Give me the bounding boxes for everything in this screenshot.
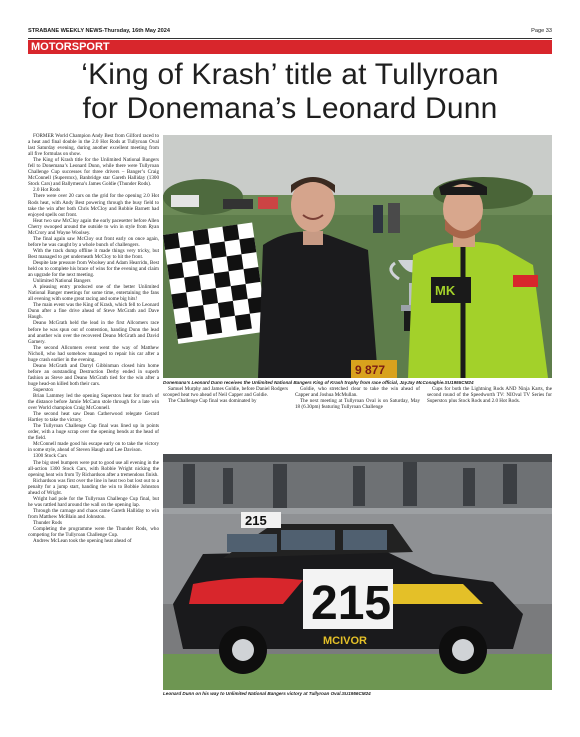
article-paragraph: The next meeting at Tullyroan Oval is on Saturday, May 18 (6.30pm) featuring Tullyroan Challenge xyxy=(295,398,420,411)
photo2-caption: Leonard Dunn on his way to Unlimited National Bangers victory at Tullyroan Oval.SU1956CM24 xyxy=(163,691,371,696)
article-paragraph: The second heat saw Dean Catherwood relegate Gerard Hartley to take the victory. xyxy=(28,411,159,424)
article-paragraph: The main event was the King of Krash, which fell to Leonard Dunn after a fine drive ahead of Steve McGrath and Dave Haugh. xyxy=(28,302,159,321)
article-paragraph: Superstox xyxy=(33,386,54,393)
article-column-1 xyxy=(28,133,159,723)
suit-sponsor-text: MK xyxy=(435,283,456,298)
car-number-photo1: 9 877 xyxy=(355,363,386,377)
article-paragraph: FORMER World Champion Andy Best from Gilford raced to a heat and final double in the 2.0 Hot Rods at Tullyroan Oval last Saturday evening, during another excellent meeting from all five formulas on show. xyxy=(28,133,159,158)
article-paragraph: Completing the programme were the Thunder Rods, who competing for the Tullyroan Challenge Cup. xyxy=(28,526,159,539)
headline-line-1: ‘King of Krash’ title at Tullyroan xyxy=(81,58,499,91)
article-paragraph: Deano McGrath and Darryl Gibbinman closed him home before an outstanding Destruction Derby ended in superb fashion as Steve and Deano McGrath tied for the win after a huge head-on killed both their cars. xyxy=(28,362,159,387)
door-number: 215 xyxy=(311,577,392,630)
article-paragraph: The second Allcomers event went the way of Matthew Nicholl, who had somehow managed to repair his car after a huge crash earlier in the evening. xyxy=(28,344,159,363)
article-column-3 xyxy=(295,386,420,410)
article-paragraph: Unlimited National Bangers xyxy=(33,278,91,285)
article-paragraph: Samuel Murphy and James Goldie, before Daniel Rodgers scooped heat two ahead of Neil Capper and Goldie. xyxy=(163,386,288,399)
sponsor-text: MCIVOR xyxy=(323,635,367,647)
article-paragraph: The King of Krash title for the Unlimited National Bangers fell to Donemana’s Leonard Dunn, while there were Tullyroan Challenge Cup successes for three drivers – Banger’s Craig McConnell (Superstox), Banbridge star Gareth Halliday (1300 Stock Cars) and Ballymena’s James Goldie (Thunder Rods). xyxy=(28,157,159,188)
section-label: MOTORSPORT xyxy=(28,40,552,54)
article-paragraph: Thunder Rods xyxy=(33,520,63,526)
article-paragraph: 2.0 Hot Rods xyxy=(33,187,61,194)
page-number: Page 33 xyxy=(531,28,552,34)
trophy-photo xyxy=(163,135,552,378)
article-paragraph: McConnell made good his escape early on to take the victory in some style, ahead of Steven Haugh and Lee Davison. xyxy=(28,441,159,454)
photo1-caption: Donemana’s Leonard Dunn receives the Unlimited National Bangers King of Krash trophy from race official, JayJay McConaghie.SU1955CM24 xyxy=(163,380,474,385)
article-paragraph: Andrew McLean took the opening heat ahead of xyxy=(33,538,132,545)
checkered-flag xyxy=(163,222,267,343)
article-paragraph: The Challenge Cup final was dominated by xyxy=(168,398,257,405)
article-paragraph: Deano McGrath held the lead in the first Allcomers race before he was spun out of contention, handing Dunn the lead and another win over the recovered Deano McGrath and David Garnery. xyxy=(28,320,159,345)
article-paragraph: Heat two saw McCloy again the early pacesetter before Allen Cherry swooped around the outside to win in style from Ryan McCrory and Wayne Woolsey. xyxy=(28,217,159,236)
article-column-2 xyxy=(163,386,288,404)
article-lower-columns xyxy=(163,386,552,454)
masthead-date: STRABANE WEEKLY NEWS-Thursday, 16th May 2024 xyxy=(28,28,170,34)
roof-number: 215 xyxy=(245,513,267,528)
article-paragraph: There were over 20 cars on the grid for the opening 2.0 Hot Rods heat, with Andy Best powering through the busy field to take the win after both Chris McCloy and Robbie Barnett had enjoyed spells out front. xyxy=(28,193,159,218)
article-paragraph: The final again saw McCloy out front early on once again, before he was caught by a whole bunch of challengers. xyxy=(28,235,159,248)
race-car-photo xyxy=(163,454,552,690)
article-paragraph: The big steel bumpers were put to good use all evening in the all-action 1300 Stock Cars, with Robbie Wright nicking the opening heat win from Ty Richardson after a tremendous finish. xyxy=(28,459,159,478)
article-paragraph: Cups for both the Lightning Rods AND Ninja Karts, the second round of the Speedworth TV: NIOval TV Series for Superstox plus Stock Rods and 2.0 Hot Rods. xyxy=(427,386,552,405)
article-column-4 xyxy=(427,386,552,404)
article-paragraph: Through the carnage and chaos came Gareth Halliday to win from Matthew McBlain and Johnston. xyxy=(28,507,159,520)
article-paragraph: Goldie, who stretched clear to take the win ahead of Capper and Joshua McMullan. xyxy=(295,386,420,399)
headline xyxy=(28,58,552,126)
article-paragraph: The Tullyroan Challenge Cup final was lined up in points order, with a huge scrap over the opening bends at the head of the field. xyxy=(28,423,159,442)
article-paragraph: Brian Lammey led the opening Superstox heat for much of the distance before Jamie McCann stole through for a late win over World champion Craig McConnell. xyxy=(28,393,159,412)
article-paragraph: Despite late pressure from Woolsey and Adam Hearridn, Best held on to complete his brace of wins for the evening and claim an upgrade for the next meeting. xyxy=(28,259,159,279)
article-paragraph: Richardson was first over the line in heat two but lost out to a penalty for a jump start, handing the win to Bobbie Johnston ahead of Wright. xyxy=(28,477,159,496)
article-paragraph: With the track dump offline it made things very tricky, but Best managed to get underneath McCloy to hit the front. xyxy=(28,247,159,260)
article-paragraph: Wright had pole for the Tullyroan Challenge Cup final, but he was rattled hard around the wall on the opening lap. xyxy=(28,495,159,508)
article-paragraph: 1300 Stock Cars xyxy=(33,453,67,460)
masthead xyxy=(28,26,552,39)
headline-line-2: for Donemana’s Leonard Dunn xyxy=(82,92,498,125)
article-paragraph: A pleasing entry produced one of the better Unlimited National Banger meetings for some time, entertaining the fans all evening with some great racing and some big hits! xyxy=(28,284,159,303)
